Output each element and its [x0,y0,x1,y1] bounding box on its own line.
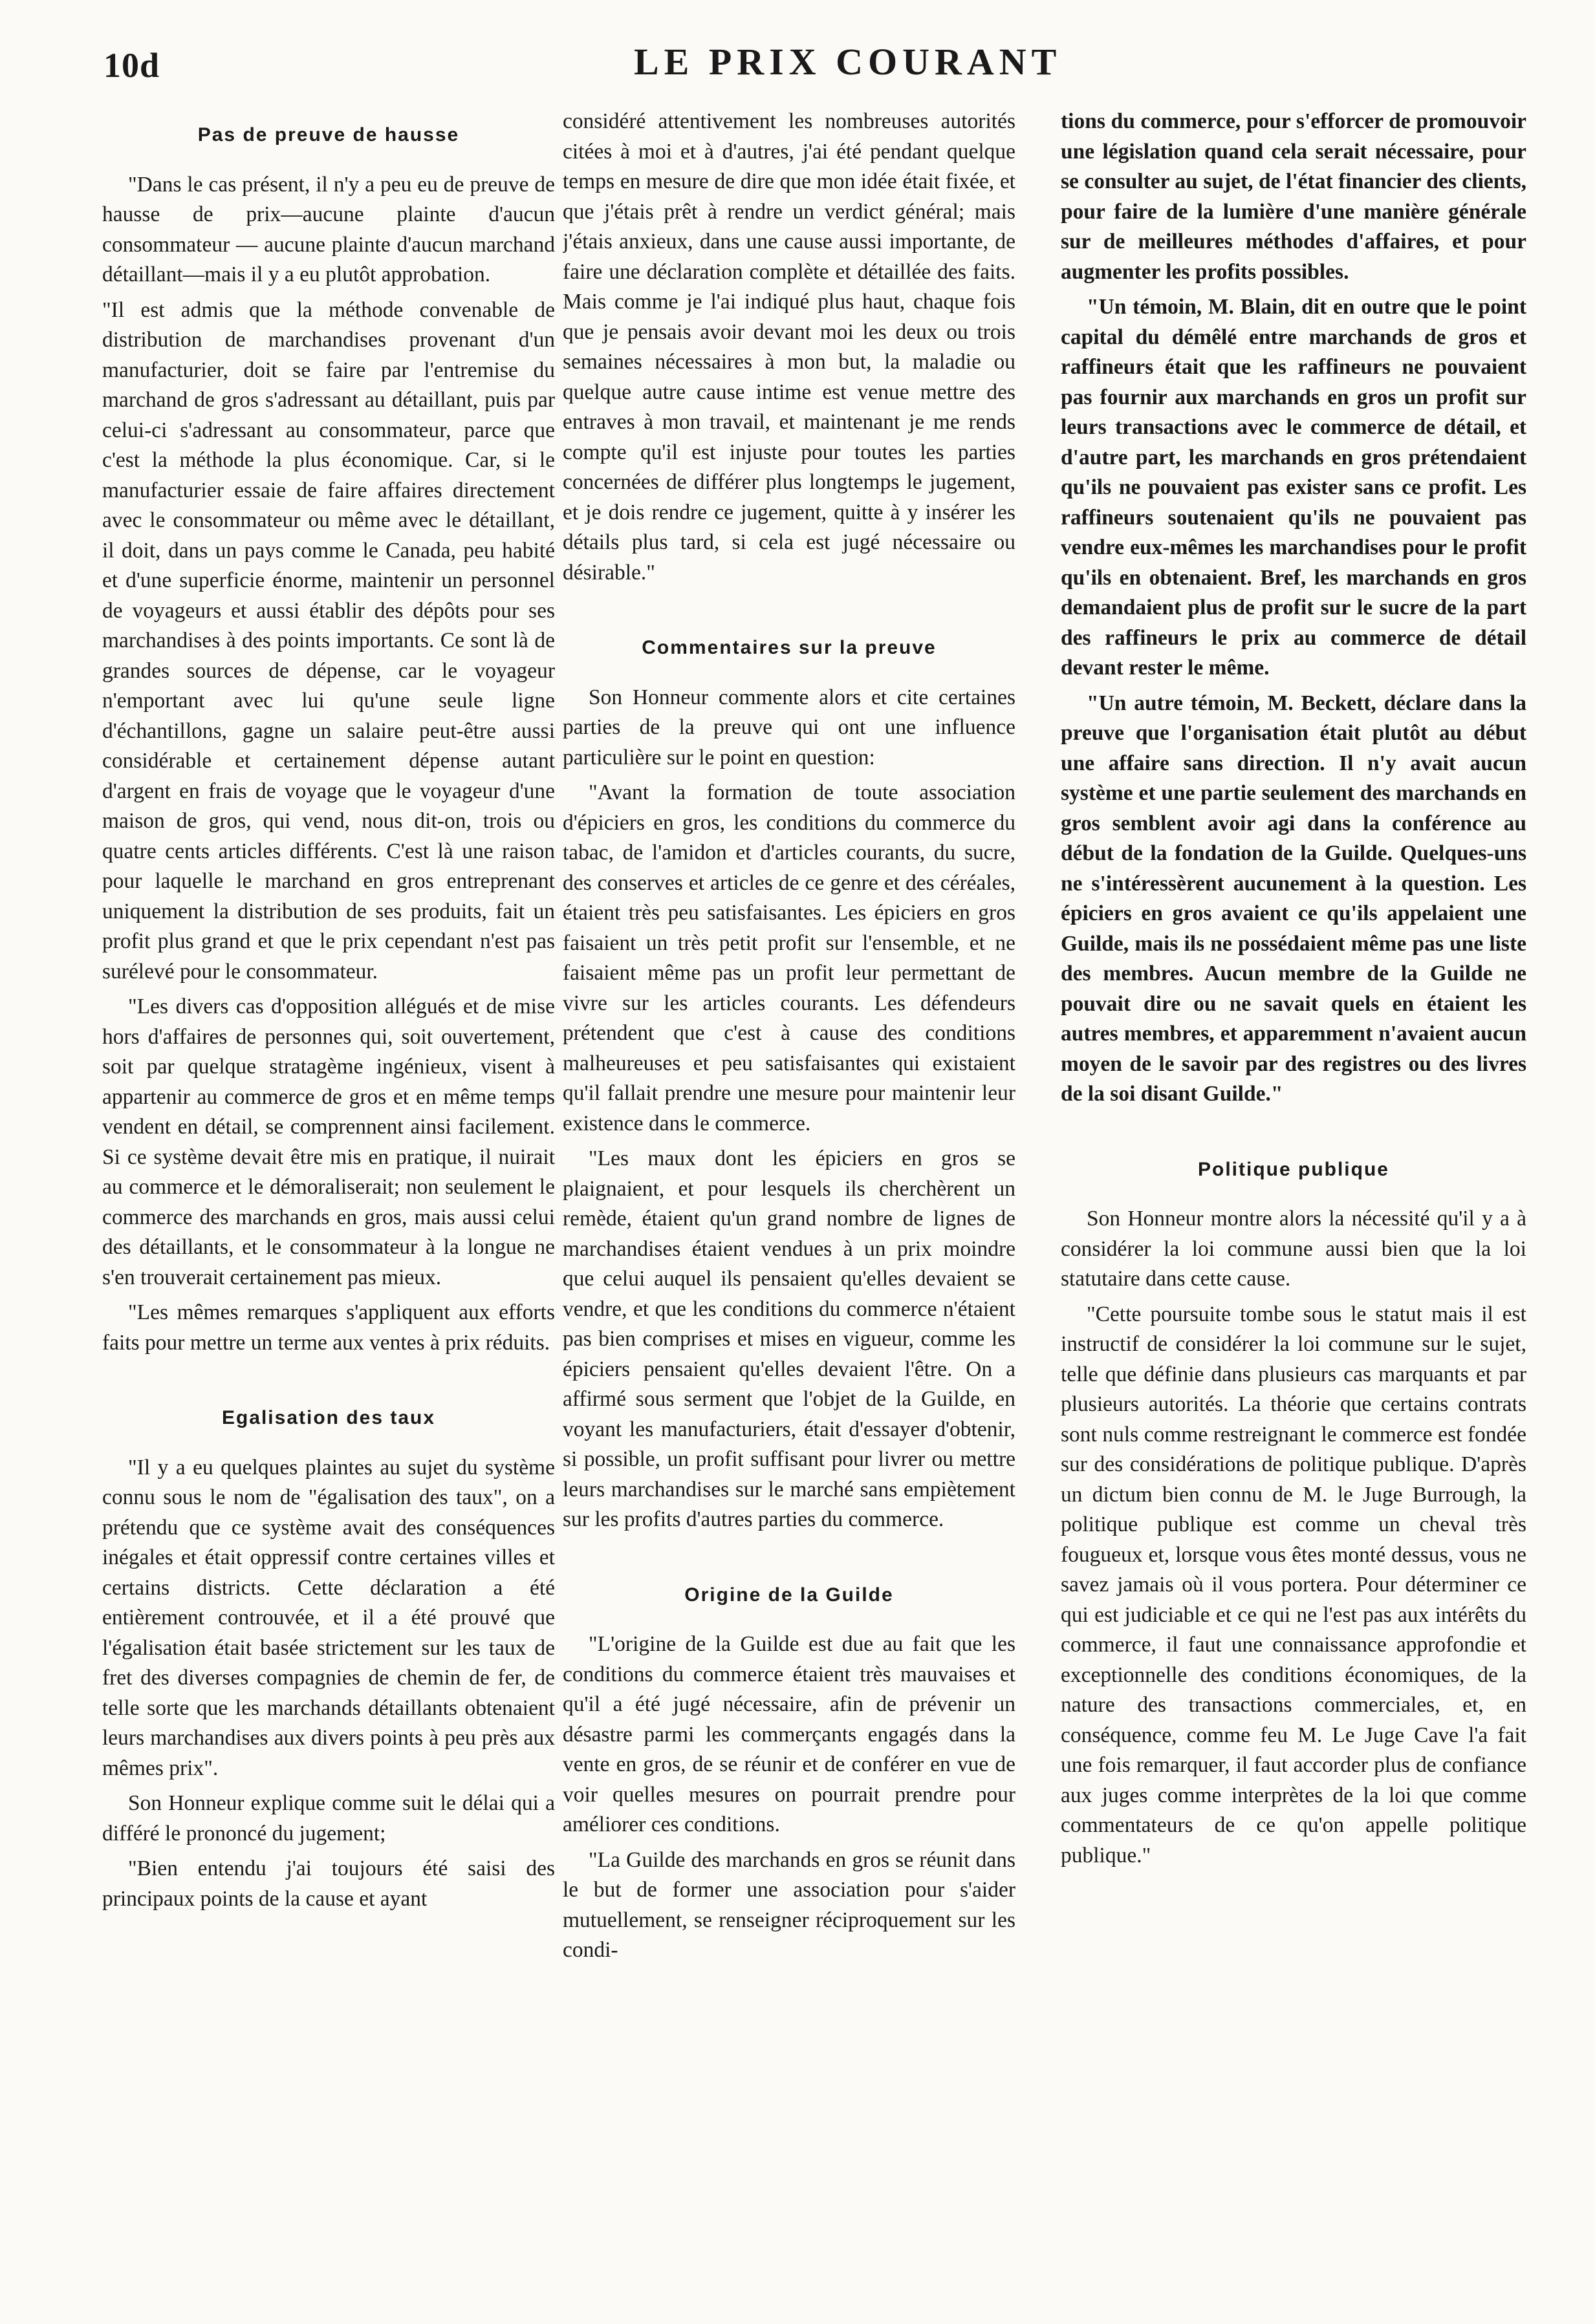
paragraph: "Il est admis que la méthode convenable de distribution de marchandises provenant d'un manufacturier, doit se faire par l'entremise du marchand de gros s'adressant au détaillant, puis par celui-ci s'adressant au consommateur, parce que c'est la méthode la plus économique. Car, si le manufacturier essaie de faire affaires directement avec le consommateur ou même avec le détaillant, il doit, dans un pays comme le Canada, peu habité et d'une superficie énorme, maintenir un personnel de voyageurs et aussi établir des dépôts pour ses marchandises à des points importants. Ce sont là de grandes sources de dépense, car le voyageur n'emportant avec lui qu'une seule ligne d'échantillons, gagne un salaire peut-être aussi considérable et certainement dépense autant d'argent en frais de voyage que le voyageur d'une maison de gros, qui vend, nous dit-on, trois ou quatre cents articles différents. C'est là une raison pour laquelle le marchand en gros entreprenant uniquement la distribution de ses produits, fait un profit plus grand et que le prix cependant n'est pas surélevé pour le consommateur. [102,297,555,984]
paragraph: "Un autre témoin, M. Beckett, déclare dans la preuve que l'organisation était plutôt au début une affaire sans direction. Il n'y avait aucun système et une partie seulement des marchands en gros semblent avoir agi dans la conférence au début de la fondation de la Guilde. Quelques-uns ne s'intéressèrent aucunement à la question. Les épiciers en gros avaient ce qu'ils appelaient une Guilde, mais ils ne possédaient même pas une liste des membres. Aucun membre de la Guilde ne pouvait dire ou ne savait quels en étaient les autres membres, et apparemment n'avaient aucun moyen de le savoir par des registres ou des livres de la soi disant Guilde." [1061,691,1526,1106]
section-heading: Politique publique [1198,1158,1389,1180]
paragraph: "Les maux dont les épiciers en gros se plaignaient, et pour lesquels ils cherchèrent un remède, étaient qu'un grand nombre de lignes de marchandises étaient vendues à un prix moindre que celui auquel ils pensaient qu'elles devaient se vendre, et que les conditions du commerce n'étaient pas bien comprises et mises en vigueur, comme les épiciers pensaient qu'elles devaient l'être. On a affirmé sous serment que l'objet de la Guilde, en voyant les manufacturiers, était d'essayer d'obtenir, si possible, un profit suffisant pour livrer ou mettre leurs marchandises sur le marché sans empiètement sur les profits d'autres parties du commerce. [563,1146,1015,1531]
paragraph: "Cette poursuite tombe sous le statut mais il est instructif de considérer la loi commune sur le sujet, telle que définie dans plusieurs cas marquants et par plusieurs autorités. La théorie que certains contrats sont nuls comme restreignant le commerce est fondée sur des considérations de politique publique. D'après un dictum bien connu de M. le Juge Burrough, la politique publique est comme un cheval très fougueux et, lorsque vous êtes monté dessus, vous ne savez jamais où il vous portera. Pour déterminer ce qui est judiciable et ce qui ne l'est pas aux intérêts du commerce, il faut une connaissance approfondie et exceptionnelle des conditions économiques, de la nature des transactions commerciales, et, en conséquence, comme feu M. Le Juge Cave l'a fait une fois remarquer, il faut accorder plus de confiance aux juges comme interprètes de la loi que comme commentateurs de ce qu'on appelle politique publique." [1061,1302,1526,1867]
paragraph: "Les mêmes remarques s'appliquent aux efforts faits pour mettre un terme aux ventes à prix réduits. [102,1300,555,1355]
paragraph: Son Honneur commente alors et cite certaines parties de la preuve qui ont une influence particulière sur le point en question: [563,685,1015,769]
paragraph: "Un témoin, M. Blain, dit en outre que le point capital du démêlé entre marchands de gros et raffineurs était que les raffineurs ne pouvaient pas fournir aux marchands en gros un profit sur leurs transactions avec le commerce de détail, et d'autre part, les marchands en gros prétendaient qu'ils ne pouvaient pas exister sans ce profit. Les raffineurs soutenaient qu'ils ne pouvaient pas vendre eux-mêmes les marchandises pour le profit qu'ils en obtenaient. Bref, les marchands en gros demandaient plus de profit sur le sucre de la part des raffineurs le prix au commerce de détail devant rester le même. [1061,295,1526,680]
paragraph: "Avant la formation de toute association d'épiciers en gros, les conditions du commerce du tabac, de l'amidon et d'articles courants, du sucre, des conserves et articles de ce genre et des céréales, étaient très peu satisfaisantes. Les épiciers en gros faisaient un très petit profit sur l'ensemble, et ne faisaient même pas un profit leur permettant de vivre sur les articles courants. Les défendeurs prétendent que c'est à cause des conditions malheureuses et peu satisfaisantes qui existaient qu'il fallait prendre une mesure pour maintenir leur existence dans le commerce. [563,780,1015,1135]
section-heading: Origine de la Guilde [684,1584,894,1606]
paragraph: "Il y a eu quelques plaintes au sujet du système connu sous le nom de "égalisation des taux", on a prétendu que ce système avait des conséquences inégales et était oppressif contre certaines villes et certains districts. Cette déclaration a été entièrement controuvée, et il a été prouvé que l'égalisation était basée strictement sur les taux de fret des diverses compagnies de chemin de fer, de telle sorte que les marchands détaillants obtenaient leurs marchandises aux divers points à peu près aux mêmes prix". [102,1455,555,1780]
paragraph: tions du commerce, pour s'efforcer de promouvoir une législation quand cela serait nécessaire, pour se consulter au sujet, de l'état financier des clients, pour faire de la lumière d'une manière générale sur de meilleures méthodes d'affaires, et pour augmenter les profits possibles. [1061,109,1526,284]
column-2 [563,107,1015,2286]
running-title: LE PRIX COURANT [634,41,1062,83]
section-heading: Egalisation des taux [221,1407,436,1428]
column-1 [102,116,555,2296]
paragraph: "La Guilde des marchands en gros se réunit dans le but de former une association pour s'aider mutuellement, se renseigner réciproquement sur les condi- [563,1847,1015,1962]
paragraph: considéré attentivement les nombreuses autorités citées à moi et à d'autres, j'ai été pendant quelque temps en mesure de dire que mon idée était fixée, et que j'étais prêt à rendre un verdict général; mais j'étais anxieux, dans une cause aussi importante, de faire une déclaration complète et détaillée des faits. Mais comme je l'ai indiqué plus haut, chaque fois que je pensais avoir devant moi les deux ou trois semaines nécessaires à mon but, la maladie ou quelque autre cause intime est venue mettre des entraves à mon travail, et maintenant je me rends compte qu'il est injuste pour toutes les parties concernées de différer plus longtemps le jugement, et je dois rendre ce jugement, quitte à y insérer les détails plus tard, si cela est jugé nécessaire ou désirable." [563,109,1015,585]
paragraph: "L'origine de la Guilde est due au fait que les conditions du commerce étaient très mauvaises et qu'il a été jugé nécessaire, afin de prévenir un désastre parmi les commerçants engagés dans la vente en gros, de se réunir et de conférer en vue de voir quelles mesures on pourrait prendre pour améliorer ces conditions. [563,1632,1015,1836]
paragraph: "Les divers cas d'opposition allégués et de mise hors d'affaires de personnes qui, soit ouvertement, soit par quelque stratagème ingénieux, visent à appartenir au commerce de gros et en même temps vendent en détail, se comprennent ainsi facilement. Si ce système devait être mis en pratique, il nuirait au commerce et le démoraliserait; non seulement le commerce des marchands en gros, mais aussi celui des détaillants, et le consommateur à la longue ne s'en trouverait certainement pas mieux. [102,995,555,1289]
paragraph: Son Honneur montre alors la nécessité qu'il y a à considérer la loi commune aussi bien que la loi statutaire dans cette cause. [1061,1207,1526,1291]
paragraph: Son Honneur explique comme suit le délai qui a différé le prononcé du jugement; [102,1791,555,1845]
section-heading: Commentaires sur la preuve [642,637,937,658]
paragraph: "Dans le cas présent, il n'y a peu eu de preuve de hausse de prix—aucune plainte d'aucun consommateur — aucune plainte d'aucun marchand détaillant—mais il y a eu plutôt approbation. [102,172,555,286]
paragraph: "Bien entendu j'ai toujours été saisi des principaux points de la cause et ayant [102,1856,555,1911]
section-heading: Pas de preuve de hausse [197,124,460,145]
column-3 [1061,107,1526,2286]
page-header [103,40,1526,98]
page-number: 10d [103,46,160,85]
